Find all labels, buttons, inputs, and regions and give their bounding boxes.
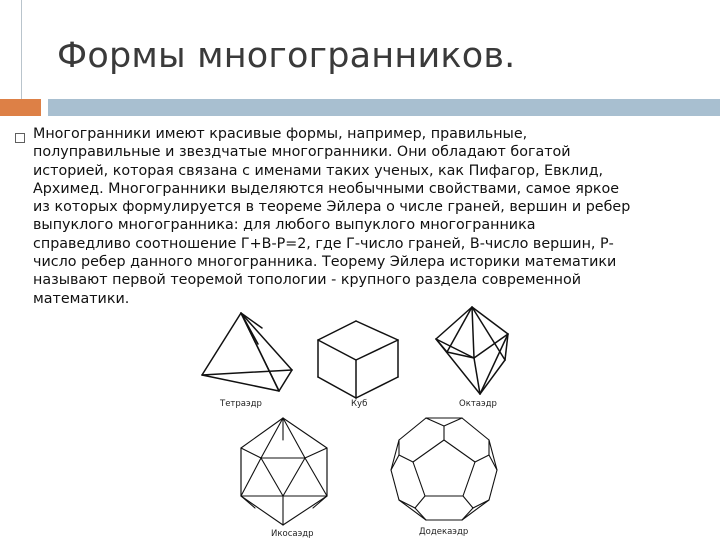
icosahedron-figure xyxy=(241,418,327,525)
slide-title: Формы многогранников. xyxy=(57,36,516,76)
body-paragraph: Многогранники имеют красивые формы, например, правильные, полуправильные и звездчатые многогранники. Они обладают богатой историей, которая связана с именами таких ученых, как Пифагор, Евклид, Архимед. Многогранники выделяются необычными свойствами, самое яркое из которых формулируется в теореме Эйлера о числе граней, вершин и ребер выпуклого многогранника: для любого выпуклого многогранника справедливо соотношение Г+В-Р=2, где Г-число граней, В-число вершин, Р- число ребер данного многогранника. Теорему Эйлера историки математики называют первой теоремой топологии - крупного раздела современной математики. xyxy=(33,126,631,307)
caption-cube: Куб xyxy=(351,399,368,409)
tetrahedron-figure xyxy=(202,313,292,391)
cube-figure xyxy=(318,321,398,398)
caption-octahedron: Октаэдр xyxy=(459,399,497,409)
caption-icosahedron: Икосаэдр xyxy=(271,529,314,539)
dodecahedron-figure xyxy=(391,418,497,520)
caption-tetrahedron: Тетраэдр xyxy=(220,399,262,409)
octahedron-figure xyxy=(436,307,508,394)
caption-dodecahedron: Додекаэдр xyxy=(419,527,469,537)
